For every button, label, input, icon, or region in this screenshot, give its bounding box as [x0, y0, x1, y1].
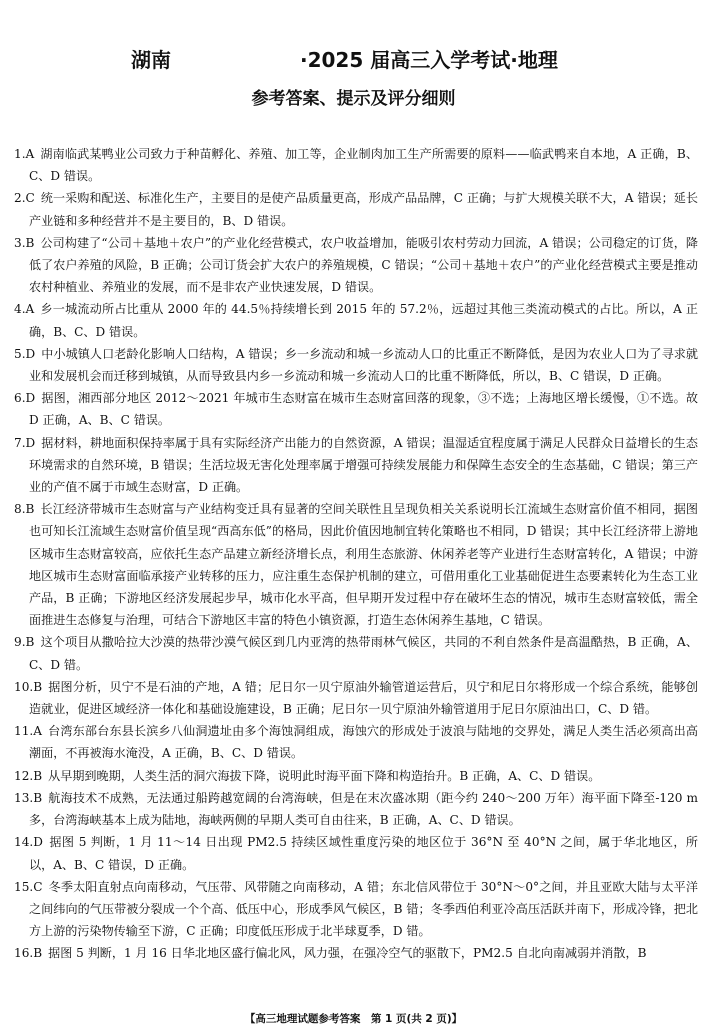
answer-number: 12.B — [14, 768, 43, 783]
answer-number: 11.A — [14, 724, 42, 739]
answer-number: 7.D — [14, 435, 36, 450]
answer-item — [14, 631, 698, 675]
answer-item — [14, 143, 698, 187]
answer-number: 13.B — [14, 790, 43, 805]
answer-item — [14, 765, 698, 787]
answer-explanation: 这个项目从撒哈拉大沙漠的热带沙漠气候区到几内亚湾的热带雨林气候区，共同的不利自然条件是高温酷热，B 正确，A、C、D 错。 — [29, 635, 698, 672]
header-region: 湖南 — [131, 48, 171, 72]
answer-list — [14, 143, 698, 965]
answer-explanation: 冬季太阳直射点向南移动，气压带、风带随之向南移动，A 错；东北信风带位于 30°N～0°之间，并且亚欧大陆与太平洋之间纬向的气压带被分裂成一个个高、低压中心，形成季风气候区，B 错；冬季西伯利亚冷高压活跃并南下，形成冷锋，把北方上游的污染物传输至下游，C 正确；印度低压形成于北半球夏季，D 错。 — [29, 879, 698, 939]
answer-explanation: 台湾东部台东县长滨乡八仙洞遗址由多个海蚀洞组成，海蚀穴的形成处于波浪与陆地的交界处，满足人类生活必须高出高潮面，不再被海水淹没，A 正确，B、C、D 错误。 — [29, 724, 698, 761]
answer-item — [14, 232, 698, 299]
answer-explanation: 中小城镇人口老龄化影响人口结构，A 错误；乡一乡流动和城一乡流动人口的比重正不断降低，是因为农业人口为了寻求就业和发展机会而迁移到城镇，从而导致县内乡一乡流动和城一乡流动人口的比重不断降低，所以，B、C 错误，D 正确。 — [29, 346, 698, 384]
answer-explanation: 据材料，耕地面积保持率属于具有实际经济产出能力的自然资源，A 错误；温湿适宜程度属于满足人民群众日益增长的生态环境需求的自然环境，B 错误；生活垃圾无害化处理率属于增强可持续发展能力和保障生态安全的生态基础，C 错误；第三产业的产值不属于市域生态财富，D 正确。 — [29, 435, 698, 495]
page-header — [0, 44, 707, 74]
answer-item — [14, 942, 698, 964]
answer-number: 2.C — [14, 191, 35, 206]
answer-explanation: 据图 5 判断，1 月 11～14 日出现 PM2.5 持续区域性重度污染的地区位于 36°N 至 40°N 之间，属于华北地区，所以，A、B、C 错误，D 正确。 — [29, 835, 698, 872]
answer-number: 3.B — [14, 235, 35, 250]
answer-item — [14, 876, 698, 943]
answer-explanation: 乡一城流动所占比重从 2000 年的 44.5％持续增长到 2015 年的 57.2％，远超过其他三类流动模式的占比。所以，A 正确，B、C、D 错误。 — [29, 302, 698, 339]
answer-number: 15.C — [14, 879, 43, 894]
answer-number: 10.B — [14, 679, 43, 694]
answer-number: 9.B — [14, 635, 35, 650]
page-subtitle: 参考答案、提示及评分细则 — [251, 89, 456, 109]
answer-explanation: 公司构建了“公司＋基地＋农户”的产业化经营模式，农户收益增加，能吸引农村劳动力回流，A 错误；公司稳定的订货，降低了农户养殖的风险，B 正确；公司订货会扩大农户的养殖规模，C 错误；“公司＋基地＋农户”的产业化经营模式主要是推动农村种植业、养殖业的发展，而不是非农产业快速发展，D 错误。 — [29, 235, 698, 295]
answer-item — [14, 720, 698, 764]
answer-item — [14, 498, 698, 631]
answer-explanation: 据图分析，贝宁不是石油的产地，A 错；尼日尔一贝宁原油外输管道运营后，贝宁和尼日尔将形成一个综合系统，能够创造就业，促进区域经济一体化和基础设施建设，B 正确；尼日尔一贝宁原油外输管道用于尼日尔原油出口，C、D 错。 — [29, 679, 698, 717]
answer-explanation: 据图，湘西部分地区 2012～2021 年城市生态财富在城市生态财富回落的现象，③不选；上海地区增长缓慢，①不选。故 D 正确，A、B、C 错误。 — [29, 391, 698, 428]
answer-item — [14, 343, 698, 387]
answer-explanation: 据图 5 判断，1 月 16 日华北地区盛行偏北风，风力强，在强冷空气的驱散下，PM2.5 自北向南减弱并消散，B — [48, 946, 647, 961]
answer-explanation: 长江经济带城市生态财富与产业结构变迁具有显著的空间关联性且呈现负相关关系说明长江流域生态财富价值不相同，据图也可知长江流域生态财富价值呈现“西高东低”的格局，因此价值因地制宜转化策略也不相同，D 错误；其中长江经济带上游地区城市生态财富较高，应依托生态产品建立新经济增长点，利用生态旅游、休闲养老等产业进行生态财富转化，A 错误；中游地区城市生态财富面临承接产业转移的压力，应注重生态保护机制的建立，可借用重化工业基础促进生态要素转化为生态工业产品，B 正确；下游地区经济发展起步早，城市化水平高，但早期开发过程中存在破坏生态的情况，城市生态财富较低，需全面推进生态修复与治理，可结合下游地区丰富的特色小镇资源，打造生态休闲养生基地，C 错误。 — [29, 502, 698, 628]
answer-item — [14, 387, 698, 431]
answer-item — [14, 676, 698, 720]
answer-item — [14, 831, 698, 875]
answer-number: 4.A — [14, 302, 35, 317]
answer-item — [14, 298, 698, 342]
answer-number: 14.D — [14, 835, 43, 850]
answer-explanation: 航海技术不成熟，无法通过船跨越宽阔的台湾海峡，但是在末次盛冰期（距今约 240～200 万年）海平面下降至-120 m 多，台湾海峡基本上成为陆地，海峡两侧的早期人类可自由往来，B 正确，A、C、D 错误。 — [29, 790, 698, 828]
answer-item — [14, 187, 698, 231]
answer-explanation: 湖南临武某鸭业公司致力于种苗孵化、养殖、加工等，企业制肉加工生产所需要的原料——临武鸭来自本地，A 正确，B、C、D 错误。 — [29, 147, 698, 184]
answer-number: 8.B — [14, 502, 35, 517]
answer-item — [14, 432, 698, 499]
page-title: ·2025 届高三入学考试·地理 — [300, 48, 558, 72]
answer-explanation: 从早期到晚期，人类生活的洞穴海拔下降，说明此时海平面下降和构造抬升。B 正确，A、C、D 错误。 — [48, 768, 601, 783]
answer-number: 6.D — [14, 391, 36, 406]
answer-number: 1.A — [14, 147, 35, 161]
page-footer: 【高三地理试题参考答案 第 1 页(共 2 页)】 — [244, 1013, 463, 1025]
answer-explanation: 统一采购和配送、标准化生产，主要目的是使产品质量更高，形成产品品牌，C 正确；与扩大规模关联不大，A 错误；延长产业链和多种经营并不是主要目的，B、D 错误。 — [29, 191, 698, 228]
answer-number: 16.B — [14, 946, 43, 961]
answer-item — [14, 787, 698, 831]
answer-number: 5.D — [14, 346, 36, 361]
